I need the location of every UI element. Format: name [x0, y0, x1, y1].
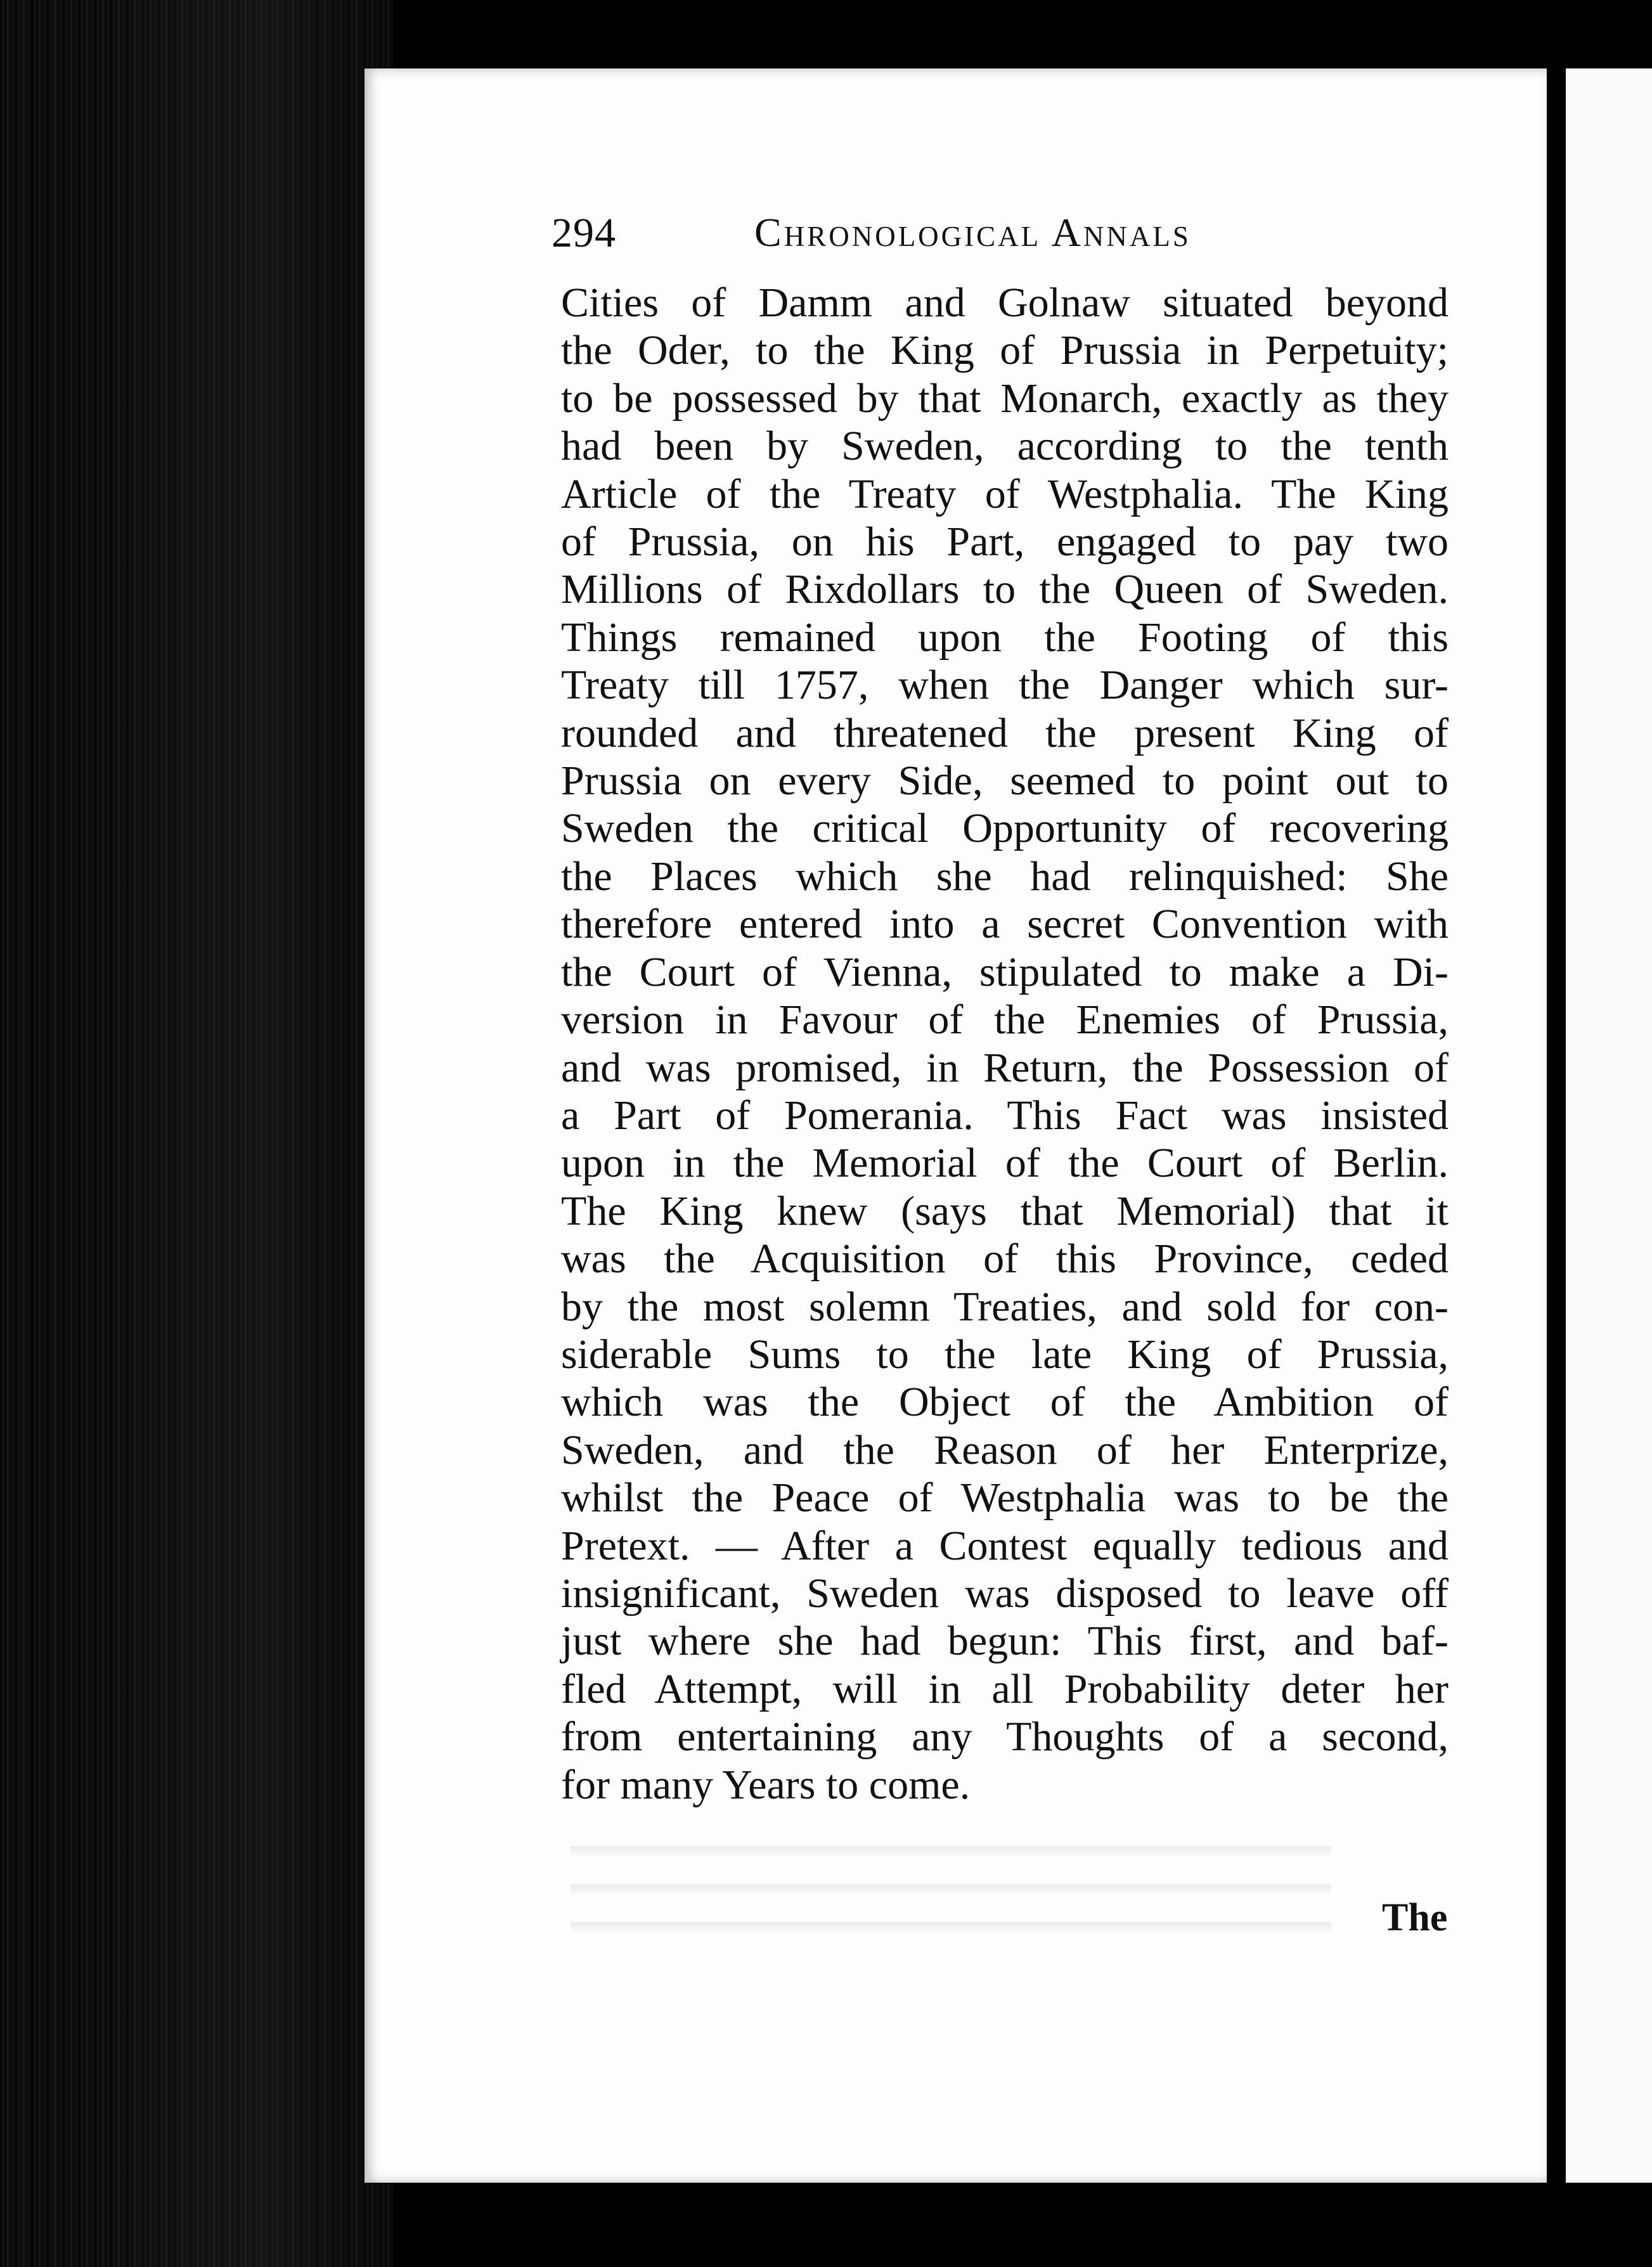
text-line: Sweden, and the Reason of her Enterprize,	[561, 1426, 1449, 1473]
page-gutter	[1547, 51, 1566, 2206]
text-line: to be possessed by that Monarch, exactly as they	[561, 375, 1449, 422]
text-line: Treaty till 1757, when the Danger which sur-	[561, 662, 1449, 709]
text-line: Sweden the critical Opportunity of recovering	[561, 805, 1449, 852]
text-line: had been by Sweden, according to the tenth	[561, 423, 1449, 470]
text-line: Article of the Treaty of Westphalia. The King	[561, 470, 1449, 517]
text-line: of Prussia, on his Part, engaged to pay two	[561, 519, 1449, 565]
text-line: Millions of Rixdollars to the Queen of Sweden.	[561, 566, 1449, 613]
text-line: and was promised, in Return, the Possession of	[561, 1044, 1449, 1091]
text-line: from entertaining any Thoughts of a second,	[561, 1714, 1449, 1760]
text-line: a Part of Pomerania. This Fact was insisted	[561, 1092, 1449, 1139]
text-line: insignificant, Sweden was disposed to leave off	[561, 1570, 1449, 1617]
facing-page-edge	[1566, 68, 1652, 2183]
text-line: Pretext. — After a Contest equally tedious and	[561, 1522, 1449, 1569]
show-through-bleed	[571, 1819, 1331, 1946]
text-line: upon in the Memorial of the Court of Berlin.	[561, 1140, 1449, 1187]
text-line: version in Favour of the Enemies of Prussia,	[561, 997, 1449, 1043]
text-line: rounded and threatened the present King of	[561, 709, 1449, 756]
text-line: the Places which she had relinquished: She	[561, 853, 1449, 900]
text-line: fled Attempt, will in all Probability deter her	[561, 1665, 1449, 1712]
text-line: was the Acquisition of this Province, ceded	[561, 1236, 1449, 1282]
text-line: Prussia on every Side, seemed to point out to	[561, 758, 1449, 804]
running-head	[552, 209, 1338, 266]
body-text	[561, 279, 1449, 1809]
text-line: which was the Object of the Ambition of	[561, 1379, 1449, 1426]
text-line: siderable Sums to the late King of Prussia,	[561, 1331, 1449, 1378]
text-line: The King knew (says that Memorial) that it	[561, 1187, 1449, 1234]
page-number: 294	[552, 210, 616, 256]
spine-shadow	[89, 0, 393, 2267]
running-title: Chronological Annals	[754, 210, 1191, 255]
text-line: therefore entered into a secret Convention with	[561, 901, 1449, 948]
text-line: for many Years to come.	[561, 1761, 971, 1808]
text-line: Things remained upon the Footing of this	[561, 614, 1449, 661]
text-line: by the most solemn Treaties, and sold for con-	[561, 1283, 1449, 1330]
text-line: the Court of Vienna, stipulated to make a Di-	[561, 948, 1449, 995]
text-line: whilst the Peace of Westphalia was to be the	[561, 1475, 1449, 1521]
text-line: Cities of Damm and Golnaw situated beyond	[561, 280, 1449, 326]
catchword: The	[1382, 1896, 1448, 1939]
text-line: the Oder, to the King of Prussia in Perpetuity;	[561, 327, 1449, 374]
text-line: just where she had begun: This first, and baf-	[561, 1618, 1449, 1665]
